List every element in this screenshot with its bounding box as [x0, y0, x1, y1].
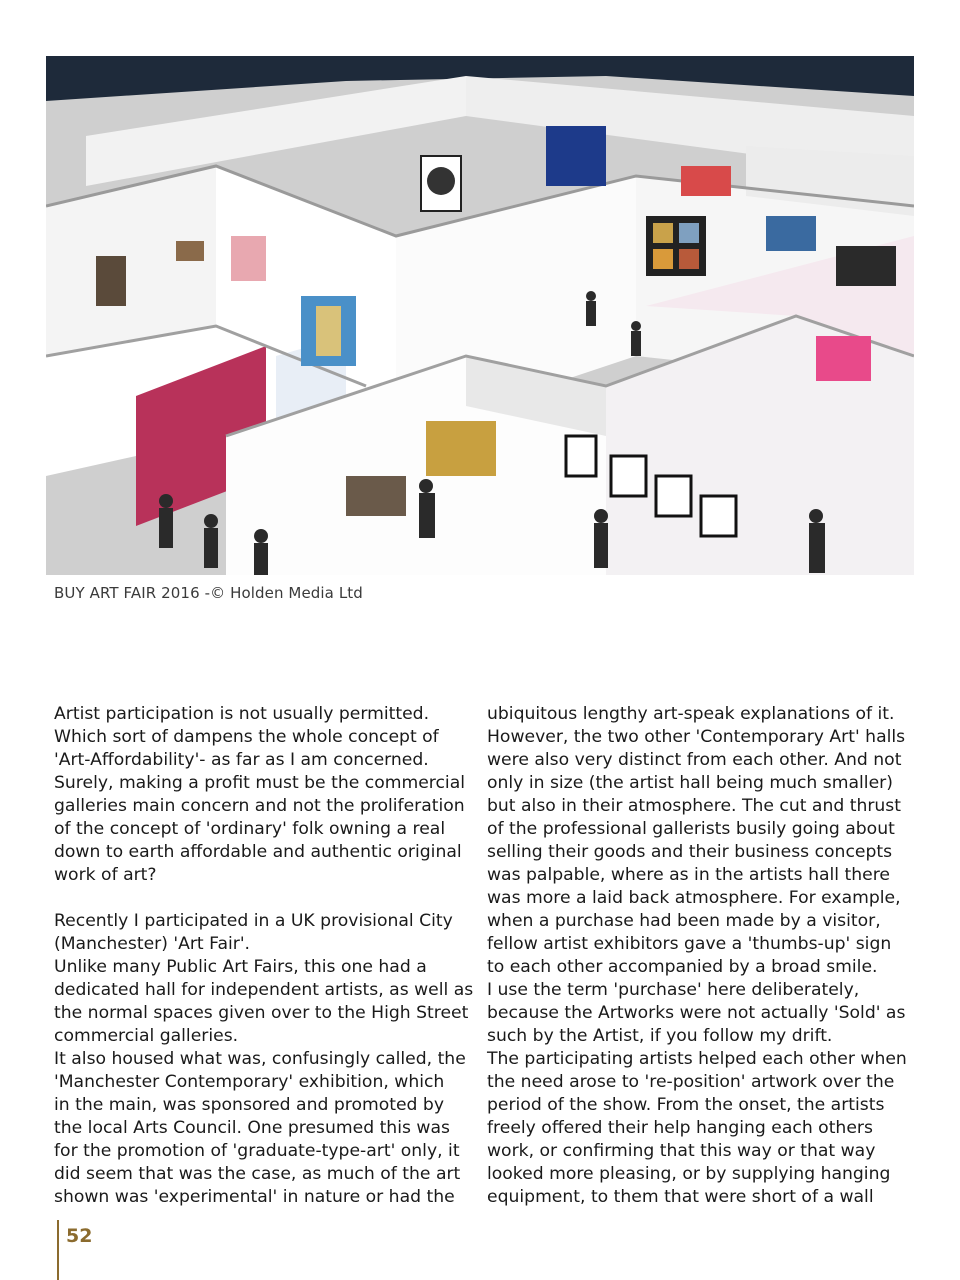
text-line: commercial galleries. — [54, 1026, 239, 1046]
text-line: Unlike many Public Art Fairs, this one had a — [54, 957, 427, 977]
text-line: looked more pleasing, or by supplying hanging — [487, 1164, 891, 1184]
text-line: galleries main concern and not the proliferation — [54, 796, 465, 816]
text-line: the local Arts Council. One presumed this was — [54, 1118, 450, 1138]
text-line: I use the term 'purchase' here deliberately, — [487, 980, 860, 1000]
text-line: only in size (the artist hall being much smaller) — [487, 773, 893, 793]
text-line: dedicated hall for independent artists, as well as — [54, 980, 474, 1000]
page-number: 52 — [66, 1225, 93, 1247]
text-line: of the professional gallerists busily going about — [487, 819, 895, 839]
text-line: 'Art-Affordability'- as far as I am concerned. — [54, 750, 429, 770]
text-line: selling their goods and their business concepts — [487, 842, 893, 862]
text-line: did seem that was the case, as much of the art — [54, 1164, 461, 1184]
text-line: to each other accompanied by a broad smile. — [487, 957, 878, 977]
text-line: in the main, was sponsored and promoted by — [54, 1095, 444, 1115]
paragraph-gap — [54, 887, 466, 910]
text-line: period of the show. From the onset, the artists — [487, 1095, 885, 1115]
text-line: such by the Artist, if you follow my drift. — [487, 1026, 833, 1046]
text-line: It also housed what was, confusingly called, the — [54, 1049, 466, 1069]
text-line: equipment, to them that were short of a wall — [487, 1187, 874, 1207]
article-column-right — [487, 703, 907, 1209]
text-line: Recently I participated in a UK provisional City — [54, 911, 453, 931]
text-line: for the promotion of 'graduate-type-art' only, it — [54, 1141, 460, 1161]
text-line: the need arose to 're-position' artwork over the — [487, 1072, 895, 1092]
text-line: when a purchase had been made by a visitor, — [487, 911, 881, 931]
text-line: Artist participation is not usually permitted. — [54, 704, 430, 724]
text-line: However, the two other 'Contemporary Art' halls — [487, 727, 906, 747]
text-line: shown was 'experimental' in nature or had the — [54, 1187, 455, 1207]
text-line: Which sort of dampens the whole concept of — [54, 727, 439, 747]
text-line: fellow artist exhibitors gave a 'thumbs-up' sign — [487, 934, 892, 954]
text-line: freely offered their help hanging each others — [487, 1118, 873, 1138]
text-line: work, or confirming that this way or that way — [487, 1141, 876, 1161]
text-line: was palpable, where as in the artists hall there — [487, 865, 890, 885]
text-line: but also in their atmosphere. The cut and thrust — [487, 796, 902, 816]
text-line: down to earth affordable and authentic original — [54, 842, 462, 862]
photo-caption: BUY ART FAIR 2016 -© Holden Media Ltd — [54, 584, 363, 602]
text-line: of the concept of 'ordinary' folk owning a real — [54, 819, 446, 839]
text-line: was more a laid back atmosphere. For example, — [487, 888, 901, 908]
art-fair-photo — [46, 56, 914, 575]
text-line: were also very distinct from each other. And not — [487, 750, 902, 770]
text-line: 'Manchester Contemporary' exhibition, which — [54, 1072, 445, 1092]
page-number-rule — [57, 1220, 59, 1280]
art-fair-photo-illustration — [46, 56, 914, 575]
text-line: The participating artists helped each other when — [487, 1049, 907, 1069]
text-line: the normal spaces given over to the High Street — [54, 1003, 469, 1023]
article-column-left — [54, 703, 474, 1209]
text-line: (Manchester) 'Art Fair'. — [54, 934, 251, 954]
text-line: because the Artworks were not actually 'Sold' as — [487, 1003, 906, 1023]
text-line: work of art? — [54, 865, 157, 885]
text-line: Surely, making a profit must be the commercial — [54, 773, 466, 793]
text-line: ubiquitous lengthy art-speak explanations of it. — [487, 704, 895, 724]
